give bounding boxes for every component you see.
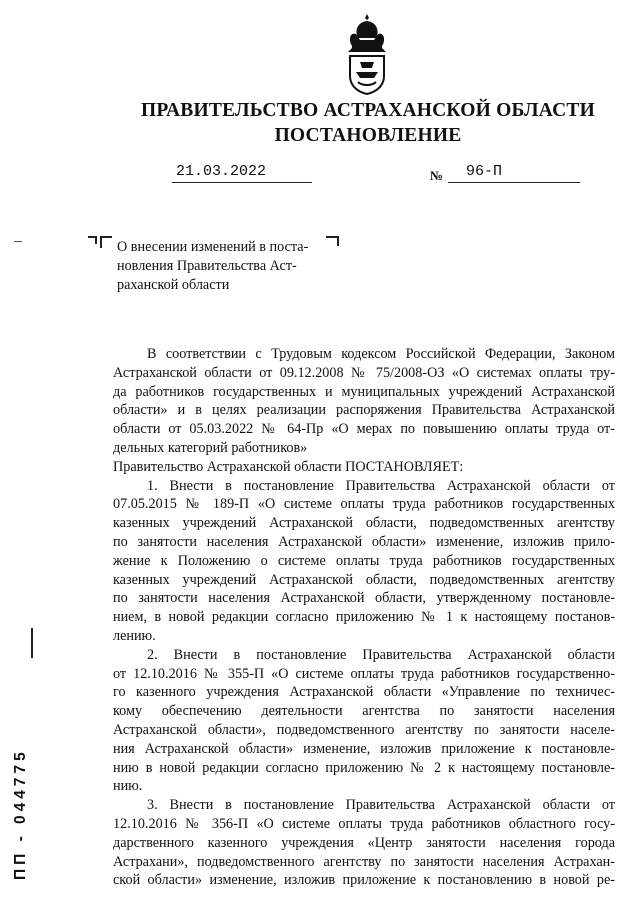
margin-bar: [31, 628, 33, 658]
body-line: ской области» изменение, изложив приложение к постановлению в новой ре-: [113, 872, 615, 889]
doc-type-title: ПОСТАНОВЛЕНИЕ: [274, 125, 462, 146]
body-line: да работников государственных и муниципальных учреждений Астраханской: [113, 383, 615, 400]
body-line: В соответствии с Трудовым кодексом Российской Федерации, Законом: [147, 346, 615, 362]
body-line: области от 05.03.2022 № 64-Пр «О мерах по повышению оплаты труда от-: [113, 421, 615, 438]
body-line: по занятости населения Астраханской области» изменение, изложив прило-: [113, 533, 615, 550]
document-date: 21.03.2022: [172, 163, 312, 183]
body-line: области» и в целях реализации распоряжения Правительства Астраханской: [113, 402, 615, 419]
body-line: казенных учреждений Астраханской области, подведомственных агентству: [113, 571, 615, 588]
body-line: го казенного учреждения Астраханской области «Управление по техничес-: [113, 684, 615, 701]
body-line: кому обеспечению деятельности агентства по занятости населения: [113, 703, 615, 720]
body-line: 3. Внести в постановление Правительства Астраханской области от: [147, 797, 615, 814]
body-line: 07.05.2015 № 189-П «О системе оплаты труда работников государственных: [113, 496, 615, 513]
body-line: нию.: [113, 778, 143, 795]
body-line: 2. Внести в постановление Правительства Астраханской области: [147, 646, 615, 663]
subject-line: О внесении изменений в поста-: [117, 239, 309, 255]
side-serial-code: ПП - 044775: [12, 748, 29, 880]
body-line: Правительство Астраханской области ПОСТАНОВЛЯЕТ:: [113, 458, 464, 475]
body-line: дельных категорий работников»: [113, 439, 308, 456]
corner-tick: [337, 236, 339, 246]
body-line: 1. Внести в постановление Правительства Астраханской области от: [147, 477, 615, 494]
body-line: по занятости населения Астраханской области, утвержденному постановле-: [113, 590, 615, 607]
body-line: дарственного казенного учреждения «Центр занятости населения города: [113, 834, 615, 851]
body-line: лению.: [113, 627, 156, 644]
margin-mark: [14, 241, 22, 242]
body-line: нием, в новой редакции согласно приложению № 1 к настоящему постанов-: [113, 609, 615, 626]
body-line: 12.10.2016 № 356-П «О системе оплаты труда работников областного госу-: [113, 815, 615, 832]
body-line: Астрахани», подведомственного агентству по занятости населения Астрахан-: [113, 853, 615, 870]
corner-tick: [100, 236, 102, 248]
subject-line: новления Правительства Аст-: [117, 258, 297, 274]
body-line: жение к Положению о системе оплаты труда работников государственных: [113, 552, 615, 569]
body-line: Астраханской области», подведомственного агентству по занятости населе-: [113, 721, 615, 738]
coat-of-arms-icon: [338, 12, 396, 96]
corner-tick: [100, 236, 112, 238]
org-title: ПРАВИТЕЛЬСТВО АСТРАХАНСКОЙ ОБЛАСТИ: [141, 100, 595, 121]
document-body: [113, 345, 615, 890]
subject-line: раханской области: [117, 277, 230, 293]
corner-tick: [95, 236, 97, 244]
body-line: Астраханской области от 09.12.2008 № 75/2008-ОЗ «О системах оплаты тру-: [113, 364, 615, 381]
number-sign: №: [430, 168, 444, 183]
document-number: 96-П: [448, 163, 580, 183]
subject-block: [117, 238, 329, 295]
body-line: ния Астраханской области» изменение, изложив приложение к постановле-: [113, 740, 615, 757]
body-line: от 12.10.2016 № 355-П «О системе оплаты труда работников государственно-: [113, 665, 615, 682]
body-line: нию в новой редакции согласно приложению № 2 к настоящему постановле-: [113, 759, 615, 776]
body-line: казенных учреждений Астраханской области, подведомственных агентству: [113, 515, 615, 532]
